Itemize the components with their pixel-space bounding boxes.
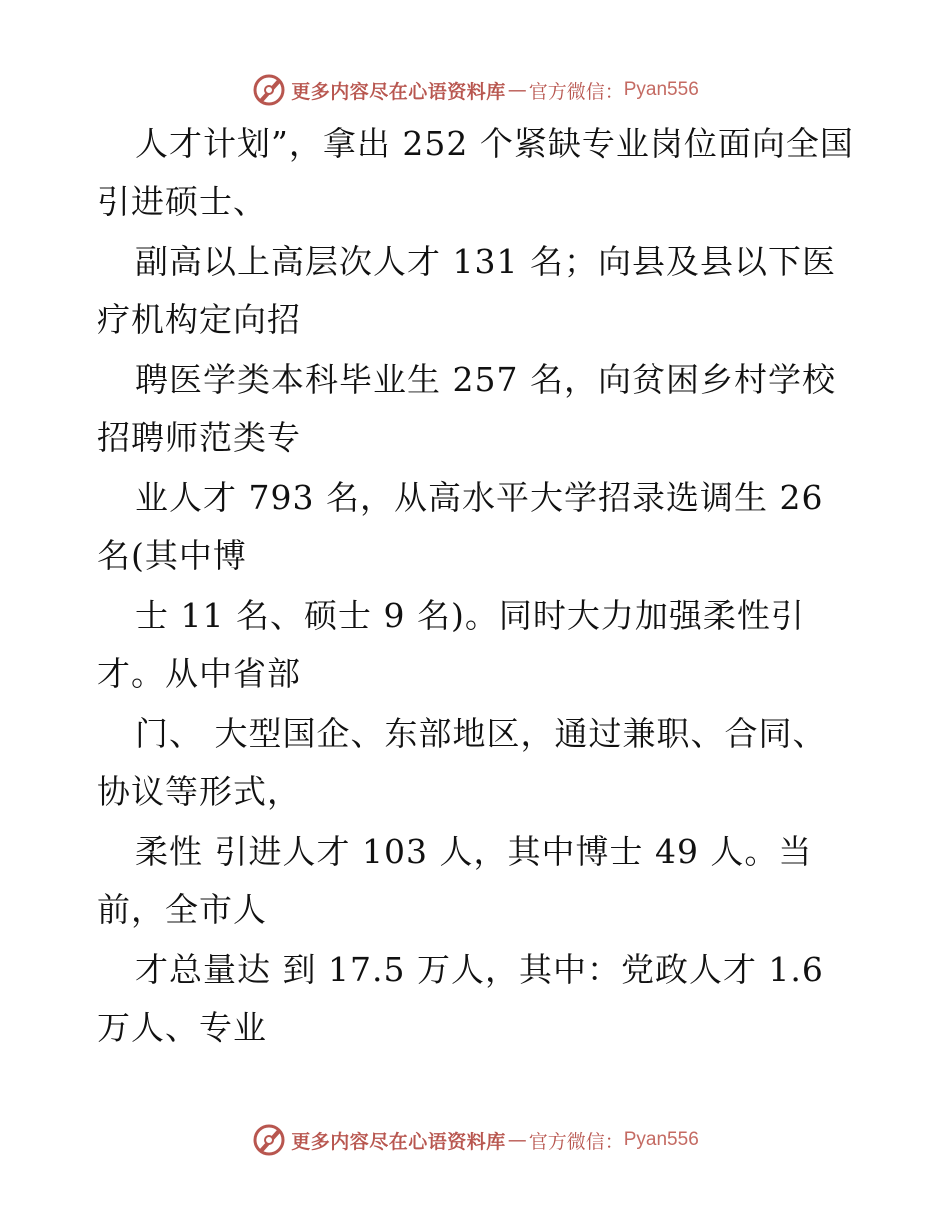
text-line-9: 士 11 名、硕士 9 名)。同时大力加强柔性引	[135, 596, 805, 635]
pen-logo-icon	[251, 72, 287, 108]
text-line-14: 前，全市人	[97, 890, 267, 929]
text-line-7: 业人才 793 名，从高水平大学招录选调生 26	[135, 478, 824, 517]
text-line-8: 名(其中博	[97, 536, 247, 575]
text-line-16: 万人、专业	[97, 1008, 267, 1047]
text-line-10: 才。从中省部	[97, 654, 301, 693]
text-line-3: 副高以上高层次人才 131 名；向县及县以下医	[135, 242, 836, 281]
header-watermark	[0, 70, 950, 110]
text-line-5: 聘医学类本科毕业生 257 名，向贫困乡村学校	[135, 360, 836, 399]
watermark-wechat-id: Pyan556	[623, 1129, 699, 1150]
watermark-wechat-label: 官方微信：	[528, 80, 624, 103]
watermark-dash: —	[507, 79, 527, 101]
text-line-13: 柔性 引进人才 103 人，其中博士 49 人。当	[135, 832, 813, 871]
text-line-6: 招聘师范类专	[97, 418, 301, 457]
watermark-main-text: 更多内容尽在心语资料库	[291, 80, 506, 103]
text-line-15: 才总量达 到 17.5 万人，其中：党政人才 1.6	[135, 950, 824, 989]
watermark-main-text: 更多内容尽在心语资料库	[291, 1130, 506, 1153]
footer-watermark	[0, 1120, 950, 1160]
pen-logo-icon	[251, 1122, 287, 1158]
watermark-dash: —	[507, 1129, 527, 1151]
watermark-wechat-label: 官方微信：	[528, 1130, 624, 1153]
text-line-2: 引进硕士、	[97, 182, 267, 221]
text-line-12: 协议等形式，	[97, 772, 301, 811]
watermark-wechat-id: Pyan556	[623, 79, 699, 100]
text-line-1: 人才计划”，拿出 252 个紧缺专业岗位面向全国	[135, 124, 854, 163]
text-line-4: 疗机构定向招	[97, 300, 301, 339]
text-line-11: 门、 大型国企、东部地区，通过兼职、合同、	[135, 714, 827, 753]
